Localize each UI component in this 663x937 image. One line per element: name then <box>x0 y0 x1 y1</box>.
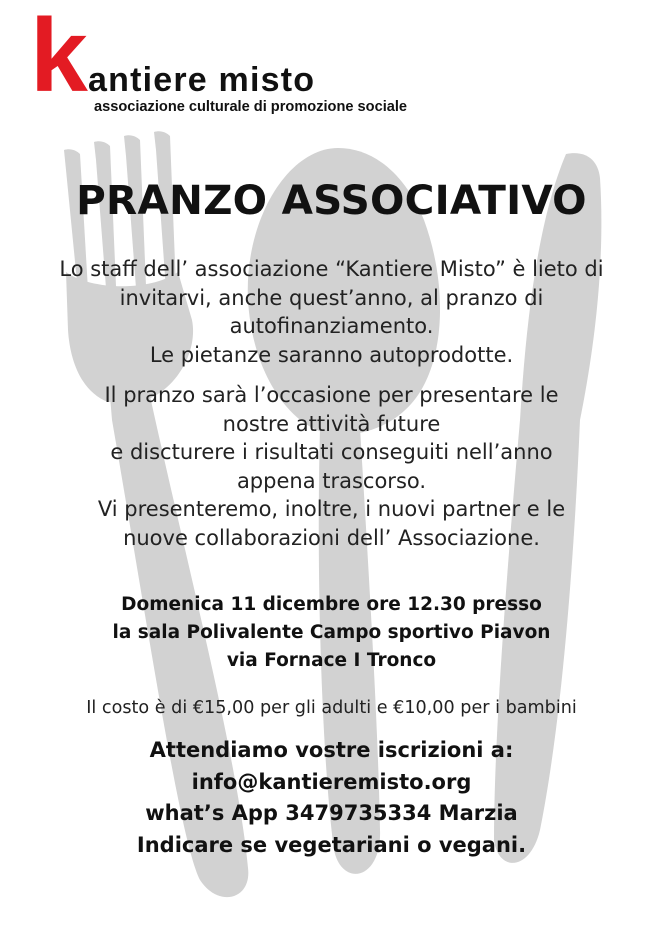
event-address-line: via Fornace I Tronco <box>226 650 437 671</box>
purpose-line: Il pranzo sarà l’occasione per presentare le <box>104 383 559 407</box>
contact-info <box>0 735 663 861</box>
contact-whatsapp: what’s App 3479735334 Marzia <box>145 801 518 825</box>
logo-subtitle: associazione culturale di promozione sociale <box>94 99 408 115</box>
cost-info: Il costo è di €15,00 per gli adulti e €10,00 per i bambini <box>86 698 577 718</box>
intro-line: invitarvi, anche quest’anno, al pranzo di <box>119 285 544 310</box>
purpose-line: Vi presenteremo, inoltre, i nuovi partner e le <box>97 497 566 521</box>
purpose-line: nuove collaborazioni dell’ Associazione. <box>123 525 540 550</box>
intro-line: Lo staff dell’ associazione “Kantiere Misto” è lieto di <box>59 257 604 281</box>
contact-intro-line: Attendiamo vostre iscrizioni a: <box>149 738 514 762</box>
purpose-paragraph <box>20 381 643 552</box>
event-details <box>0 591 663 675</box>
purpose-line: e discturere i risultati conseguiti nell’anno <box>110 440 553 464</box>
logo <box>30 0 460 115</box>
event-venue-line: la sala Polivalente Campo sportivo Piavon <box>112 622 551 643</box>
contact-diet-note: Indicare se vegetariani o vegani. <box>136 832 527 857</box>
intro-paragraph <box>20 255 643 369</box>
purpose-line: appena trascorso. <box>236 468 427 493</box>
intro-line: autofinanziamento. <box>229 314 434 338</box>
logo-initial: k <box>30 0 88 114</box>
page-title: PRANZO ASSOCIATIVO <box>76 176 587 224</box>
contact-email: info@kantieremisto.org <box>191 769 472 794</box>
event-date-line: Domenica 11 dicembre ore 12.30 presso <box>121 594 542 615</box>
logo-wordmark: antiere misto <box>88 61 316 99</box>
intro-line: Le pietanze saranno autoprodotte. <box>149 342 514 367</box>
purpose-line: nostre attività future <box>222 411 441 436</box>
